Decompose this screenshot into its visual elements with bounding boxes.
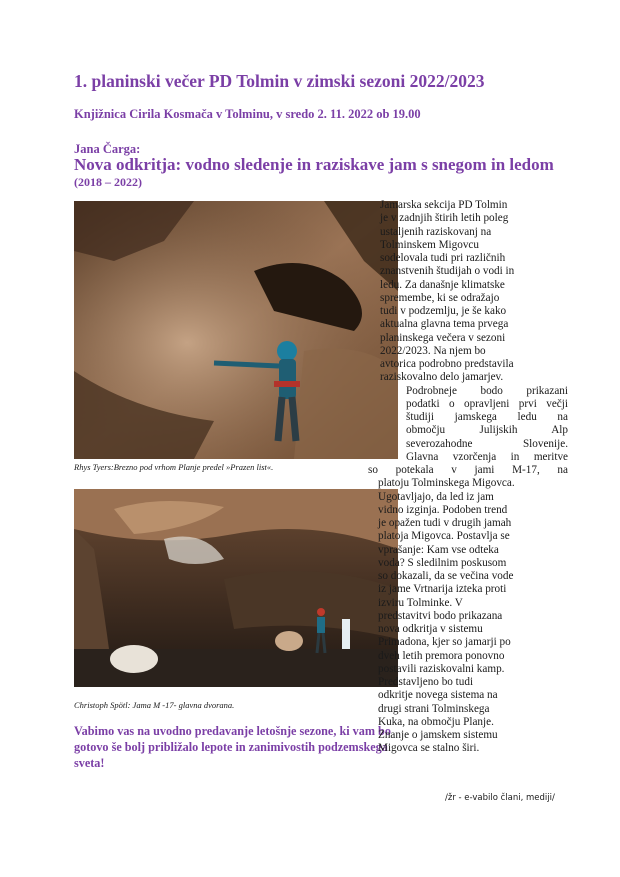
lecture-years: (2018 – 2022) xyxy=(74,175,142,189)
body-line: odkritje novega sistema na xyxy=(378,689,498,702)
body-line: Jamarska sekcija PD Tolmin xyxy=(380,199,508,211)
body-line: Ugotavljajo, da led iz jam xyxy=(378,490,494,503)
body-line: iz jame Vrtnarija izteka proti xyxy=(378,583,507,596)
body-line: platoja Migovca. Postavlja se xyxy=(378,530,510,543)
body-line: voda? S sledilnim poskusom xyxy=(378,556,507,569)
cave-photo-chamber xyxy=(74,489,398,687)
body-line: aktualna glavna tema prvega xyxy=(380,318,509,331)
body-line: Podrobneje bodo prikazani xyxy=(406,384,568,397)
page-title: 1. planinski večer PD Tolmin v zimski sezoni 2022/2023 xyxy=(74,71,485,91)
body-line: je opažen tudi v drugih jamah xyxy=(378,517,512,529)
body-line: predstavitvi bodo prikazana xyxy=(378,609,503,622)
lecture-title: Nova odkritja: vodno sledenje in raziskave jam s snegom in ledom xyxy=(74,155,554,174)
body-line: Primadona, kjer so jamarji po xyxy=(378,636,511,649)
lecture-author: Jana Čarga: xyxy=(74,142,141,156)
body-line: Glavna vzorčenja in meritve xyxy=(406,450,568,463)
body-line: avtorica podrobno predstavila xyxy=(380,358,514,370)
body-line: Predstavljeno bo tudi xyxy=(378,676,474,688)
body-line: drugi strani Tolminskega xyxy=(378,702,490,715)
body-line: območju Julijskih Alp xyxy=(406,424,568,437)
venue-line: Knjižnica Cirila Kosmača v Tolminu, v sredo 2. 11. 2022 ob 19.00 xyxy=(74,107,421,121)
body-line: nova odkritja v sistemu xyxy=(378,623,483,635)
body-line: vidno izginja. Podoben trend xyxy=(378,503,508,516)
body-line: Znanje o jamskem sistemu xyxy=(378,729,498,741)
body-line: so dokazali, da se večina vode xyxy=(378,570,514,582)
footer-note: /žr - e-vabilo člani, mediji/ xyxy=(445,793,555,803)
body-line: dveh letih premora ponovno xyxy=(378,649,505,662)
cave-photo-shaft xyxy=(74,201,398,459)
body-line: podatki o opravljeni prvi večji xyxy=(406,397,568,410)
body-line: Tolminskem Migovcu xyxy=(380,238,479,251)
body-line: spremembe, ki se odražajo xyxy=(380,291,500,304)
body-line: 2022/2023. Na njem bo xyxy=(380,344,486,357)
body-line: ustaljenih raziskovanj na xyxy=(380,225,492,238)
body-line: severozahodne Slovenije. xyxy=(406,437,568,450)
body-line: je v zadnjih štirih letih poleg xyxy=(380,212,509,225)
body-line: študiji jamskega ledu na xyxy=(406,411,568,423)
body-line: ledu. Za današnje klimatske xyxy=(380,278,505,291)
body-line: so potekala v jami M-17, na xyxy=(368,464,568,476)
body-line: sodelovala tudi pri različnih xyxy=(380,252,506,264)
body-line: vprašanje: Kam vse odteka xyxy=(378,543,499,556)
body-line: postavili raziskovalni kamp. xyxy=(378,662,505,675)
invitation-text: Vabimo vas na uvodno predavanje letošnje sezone, ki vam bo gotovo še bolj približalo lepote in zanimivostih podzemskega sveta! xyxy=(74,724,391,770)
body-line: Migovca se stalno širi. xyxy=(378,742,480,755)
body-line: raziskovalno delo jamarjev. xyxy=(380,371,504,384)
body-line: tudi v podzemlju, je še kako xyxy=(380,305,507,317)
body-line: Kuka, na območju Planje. xyxy=(378,715,494,728)
body-line: izviru Tolminke. V xyxy=(378,596,463,609)
photo-caption: Rhys Tyers:Brezno pod vrhom Planje predel »Prazen list«. xyxy=(74,462,274,472)
article-body xyxy=(368,199,568,756)
body-line: znanstvenih študijah o vodi in xyxy=(380,265,515,278)
body-line: platoju Tolminskega Migovca. xyxy=(378,477,515,490)
photo-caption: Christoph Spötl: Jama M -17- glavna dvorana. xyxy=(74,700,235,710)
body-line: planinskega večera v sezoni xyxy=(380,331,506,344)
